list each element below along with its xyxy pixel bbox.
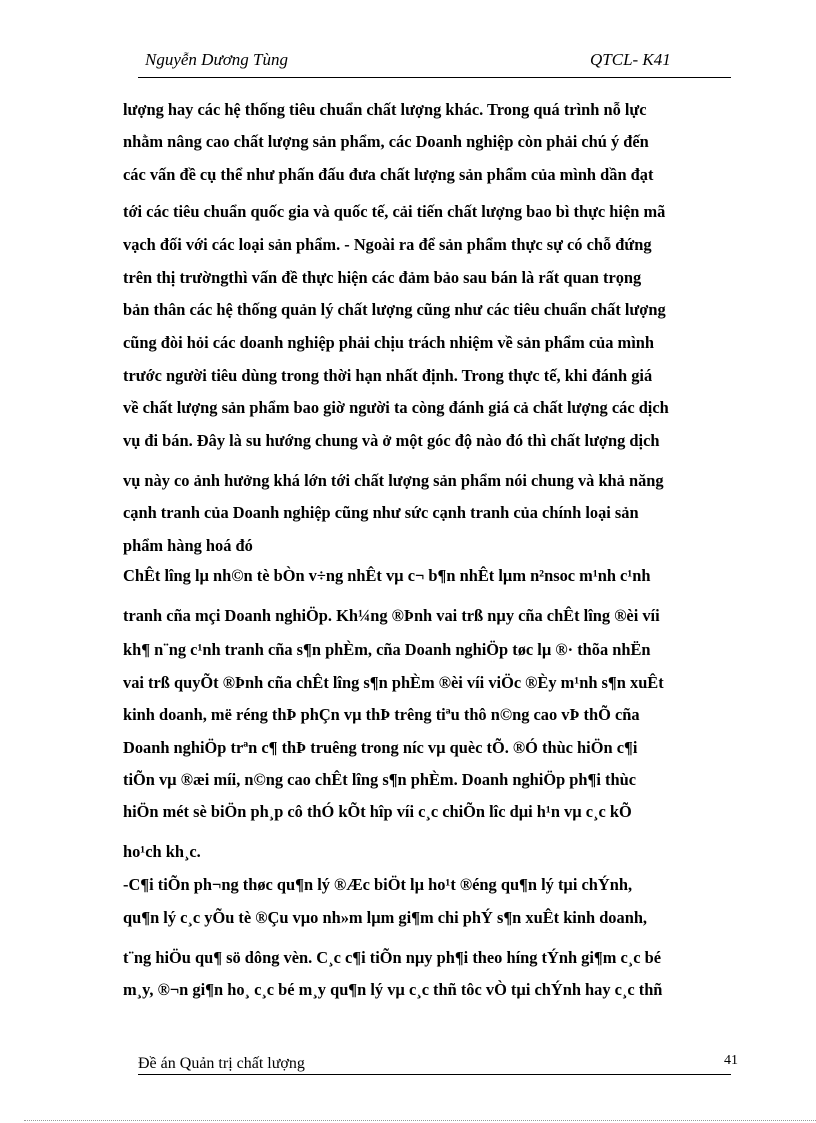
- body-line: vạch đối với các loại sản phẩm. - Ngoài ra để sản phẩm thực sự có chỗ đứng: [123, 235, 652, 254]
- body-line: các vấn đề cụ thể như phấn đấu đưa chất lượng sản phẩm của mình dần đạt: [123, 165, 654, 184]
- header-author: Nguyễn Dương Tùng: [145, 50, 289, 69]
- body-line: bản thân các hệ thống quản lý chất lượng cũng như các tiêu chuẩn chất lượng: [123, 300, 666, 319]
- header-divider: [138, 77, 731, 78]
- body-line: trước người tiêu dùng trong thời hạn nhất định. Trong thực tế, khi đánh giá: [123, 366, 653, 385]
- body-line: ho¹ch kh¸c.: [123, 842, 201, 861]
- body-line: vụ đi bán. Đây là su hướng chung và ở một góc độ nào đó thì chất lượng dịch: [123, 431, 660, 450]
- page-number: 41: [724, 1053, 738, 1068]
- body-line: tới các tiêu chuẩn quốc gia và quốc tế, cải tiến chất lượng bao bì thực hiện mã: [123, 202, 666, 221]
- body-line: lượng hay các hệ thống tiêu chuẩn chất lượng khác. Trong quá trình nỗ lực: [123, 100, 647, 119]
- body-line: ChÊt lîng lµ nh©n tè bÒn v÷ng nhÊt vµ c¬ b¶n nhÊt lµm n²nsoc m¹nh c¹nh: [123, 566, 651, 585]
- body-line: qu¶n lý c¸c yÕu tè ®Çu vµo nh»m lµm gi¶m chi phÝ s¶n xuÊt kinh doanh,: [123, 908, 648, 927]
- body-line: cạnh tranh của Doanh nghiệp cũng như sức cạnh tranh của chính loại sản: [123, 503, 639, 522]
- body-line: vụ này co ảnh hưởng khá lớn tới chất lượng sản phẩm nói chung và khả năng: [123, 471, 664, 490]
- body-line: phẩm hàng hoá đó: [123, 536, 253, 555]
- footer-divider: [138, 1074, 731, 1075]
- body-line: cũng đòi hỏi các doanh nghiệp phải chịu trách nhiệm về sản phẩm của mình: [123, 333, 654, 352]
- body-line: tiÕn vµ ®æi míi, n©ng cao chÊt lîng s¶n phÈm. Doanh nghiÖp ph¶i thùc: [123, 770, 636, 789]
- body-line: vai trß quyÕt ®Þnh cña chÊt lîng s¶n phÈm ®èi víi viÖc ®Èy m¹nh s¶n xuÊt: [123, 673, 664, 692]
- body-line: m¸y, ®¬n gi¶n ho¸ c¸c bé m¸y qu¶n lý vµ c¸c thñ tôc vÒ tµi chÝnh hay c¸c thñ: [123, 980, 663, 999]
- body-line: trên thị trườngthì vấn đề thực hiện các đảm bảo sau bán là rất quan trọng: [123, 268, 642, 287]
- page-edge-divider: [24, 1120, 816, 1121]
- body-line: t¨ng hiÖu qu¶ sö dông vèn. C¸c c¶i tiÕn nµy ph¶i theo híng tÝnh gi¶m c¸c bé: [123, 948, 662, 967]
- body-line: tranh cña mçi Doanh nghiÖp. Kh¼ng ®Þnh vai trß nµy cña chÊt lîng ®èi víi: [123, 606, 660, 625]
- body-line: hiÖn mét sè biÖn ph¸p cô thÓ kÕt hîp víi c¸c chiÕn lîc dµi h¹n vµ c¸c kÕ: [123, 802, 632, 821]
- body-line: Doanh nghiÖp trªn c¶ thÞ truêng trong níc vµ quèc tÕ. ®Ó thùc hiÖn c¶i: [123, 738, 638, 757]
- body-line: nhằm nâng cao chất lượng sản phẩm, các Doanh nghiệp còn phải chú ý đến: [123, 132, 649, 151]
- header-class-code: QTCL- K41: [590, 50, 671, 69]
- body-line: -C¶i tiÕn ph¬ng thøc qu¶n lý ®Æc biÖt lµ ho¹t ®éng qu¶n lý tµi chÝnh,: [123, 875, 633, 894]
- body-line: về chất lượng sản phẩm bao giờ người ta còng đánh giá cả chất lượng các dịch: [123, 398, 669, 417]
- body-line: kinh doanh, më réng thÞ phÇn vµ thÞ trêng tiªu thô n©ng cao vÞ thÕ cña: [123, 705, 640, 724]
- footer-title: Đề án Quản trị chất lượng: [138, 1055, 305, 1072]
- body-line: kh¶ n¨ng c¹nh tranh cña s¶n phÈm, cña Doanh nghiÖp tøc lµ ®· thõa nhËn: [123, 640, 651, 659]
